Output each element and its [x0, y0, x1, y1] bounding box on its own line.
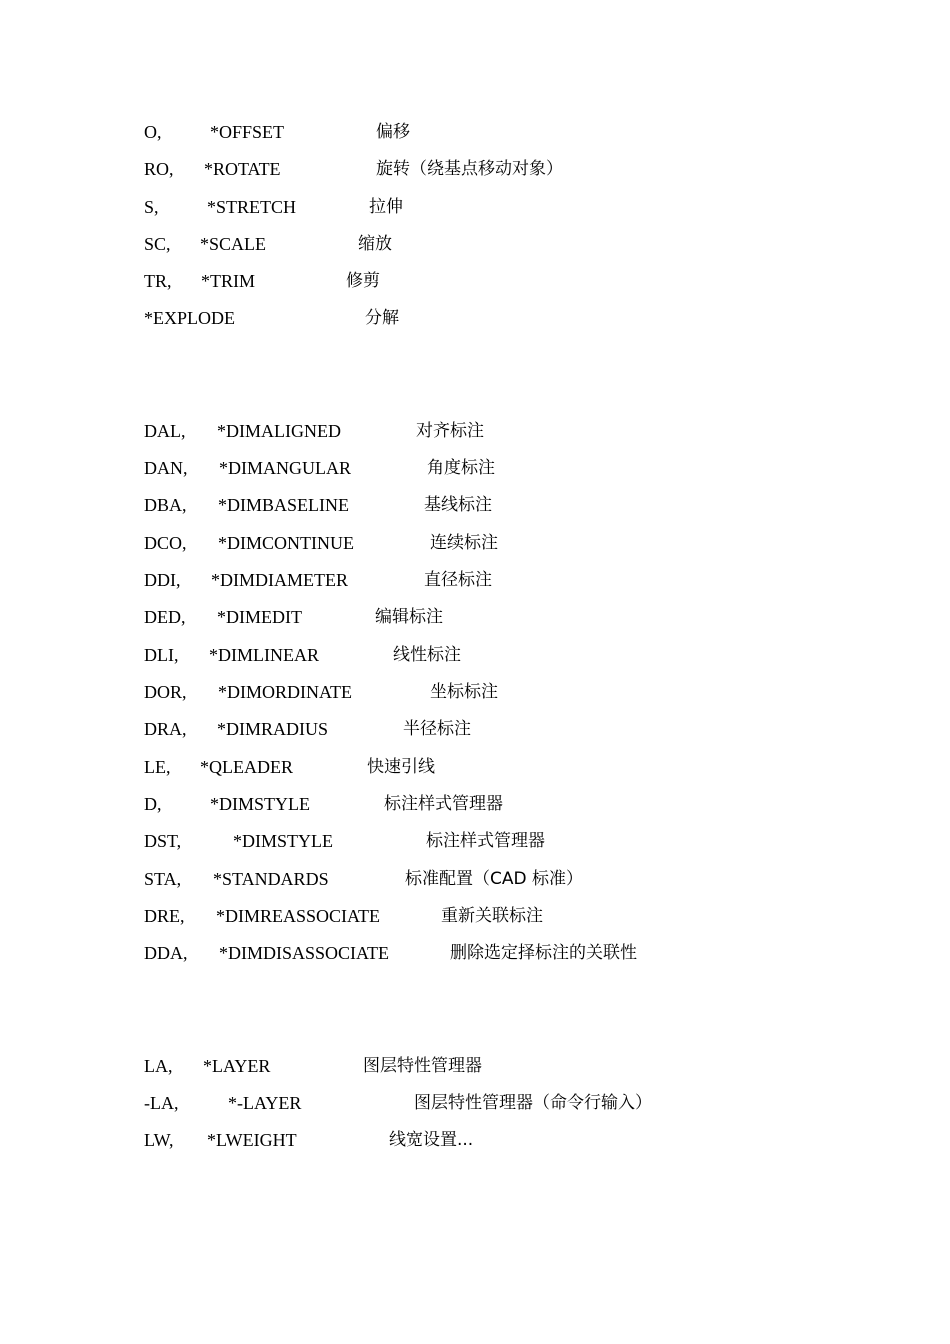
command-name: *DIMSTYLE [210, 794, 310, 814]
command-alias: SC, [144, 234, 171, 254]
command-description: 基线标注 [424, 495, 492, 515]
command-alias: D, [144, 794, 162, 814]
command-alias: -LA, [144, 1093, 179, 1113]
command-alias: LE, [144, 757, 171, 777]
command-row [0, 603, 950, 631]
command-name: *STRETCH [207, 197, 297, 217]
command-description: 缩放 [358, 234, 392, 254]
command-alias: LA, [144, 1056, 173, 1076]
command-name: *SCALE [200, 234, 267, 254]
command-description: 删除选定择标注的关联性 [450, 943, 637, 963]
command-row [0, 1126, 950, 1154]
command-name: *OFFSET [210, 122, 285, 142]
command-alias: DLI, [144, 645, 179, 665]
command-name: *DIMORDINATE [218, 682, 352, 702]
command-name: *TRIM [201, 271, 255, 291]
command-row [0, 902, 950, 930]
command-row [0, 193, 950, 221]
command-description: 标注样式管理器 [426, 831, 545, 851]
command-alias: DED, [144, 607, 186, 627]
command-description: 旋转（绕基点移动对象） [376, 159, 563, 179]
command-alias: DAN, [144, 458, 188, 478]
command-description: 连续标注 [430, 533, 498, 553]
command-alias: RO, [144, 159, 174, 179]
command-name: *DIMANGULAR [219, 458, 351, 478]
command-name: *LAYER [203, 1056, 271, 1076]
command-row [0, 566, 950, 594]
command-name: *ROTATE [204, 159, 281, 179]
command-alias: DDI, [144, 570, 181, 590]
command-alias: DDA, [144, 943, 188, 963]
command-description: 分解 [365, 308, 399, 328]
command-row [0, 753, 950, 781]
command-row [0, 827, 950, 855]
command-row [0, 865, 950, 893]
command-description: 直径标注 [424, 570, 492, 590]
command-description: 拉伸 [369, 197, 403, 217]
command-name: *DIMCONTINUE [218, 533, 354, 553]
command-row [0, 1089, 950, 1117]
command-row [0, 1052, 950, 1080]
command-row [0, 491, 950, 519]
command-row [0, 118, 950, 146]
command-description: 标准配置（CAD 标准） [405, 869, 583, 889]
command-description: 对齐标注 [416, 421, 484, 441]
command-row [0, 230, 950, 258]
command-row [0, 715, 950, 743]
command-name: *LWEIGHT [207, 1130, 297, 1150]
command-name: *DIMALIGNED [217, 421, 341, 441]
command-description: 编辑标注 [375, 607, 443, 627]
command-alias: STA, [144, 869, 182, 889]
command-alias: LW, [144, 1130, 174, 1150]
command-name: *DIMLINEAR [209, 645, 319, 665]
command-row [0, 267, 950, 295]
command-description: 角度标注 [427, 458, 495, 478]
command-description: 线性标注 [393, 645, 461, 665]
command-alias: DRA, [144, 719, 187, 739]
command-alias: *EXPLODE [144, 308, 235, 328]
command-alias: DRE, [144, 906, 185, 926]
command-alias: O, [144, 122, 162, 142]
command-row [0, 939, 950, 967]
command-name: *DIMRADIUS [217, 719, 329, 739]
command-row [0, 641, 950, 669]
command-row [0, 678, 950, 706]
command-name: *DIMDIAMETER [211, 570, 348, 590]
command-name: *DIMBASELINE [218, 495, 349, 515]
command-name: *-LAYER [228, 1093, 302, 1113]
command-description: 半径标注 [403, 719, 471, 739]
command-description: 标注样式管理器 [384, 794, 503, 814]
command-row [0, 417, 950, 445]
command-description: 偏移 [376, 122, 410, 142]
command-row [0, 304, 950, 332]
command-row [0, 454, 950, 482]
command-name: *QLEADER [200, 757, 293, 777]
command-name: *STANDARDS [213, 869, 329, 889]
command-description: 修剪 [346, 271, 380, 291]
command-row [0, 790, 950, 818]
command-row [0, 155, 950, 183]
command-description: 快速引线 [367, 757, 435, 777]
command-description: 图层特性管理器（命令行输入） [414, 1093, 652, 1113]
command-name: *DIMEDIT [217, 607, 302, 627]
command-alias: DBA, [144, 495, 187, 515]
command-name: *DIMREASSOCIATE [216, 906, 381, 926]
command-alias: DCO, [144, 533, 187, 553]
command-name: *DIMSTYLE [233, 831, 333, 851]
command-description: 重新关联标注 [441, 906, 543, 926]
command-alias: TR, [144, 271, 172, 291]
command-alias: DAL, [144, 421, 186, 441]
command-description: 坐标标注 [430, 682, 498, 702]
command-name: *DIMDISASSOCIATE [219, 943, 390, 963]
command-description: 图层特性管理器 [363, 1056, 482, 1076]
command-row [0, 529, 950, 557]
command-description: 线宽设置... [389, 1130, 474, 1150]
command-alias: DST, [144, 831, 182, 851]
command-alias: S, [144, 197, 159, 217]
command-alias: DOR, [144, 682, 187, 702]
